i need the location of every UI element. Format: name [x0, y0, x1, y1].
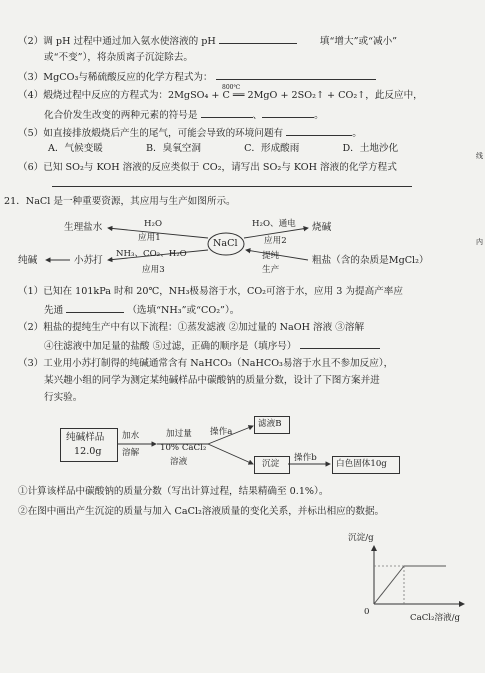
step-label: 溶解 [122, 448, 140, 458]
sub3-line3: 行实验。 [44, 392, 83, 403]
curve-rise [374, 566, 404, 604]
solid-label: 白色固体10g [336, 459, 387, 469]
product-label: 小苏打 [74, 255, 103, 266]
task-1: ①计算该样品中碳酸钠的质量分数（写出计算过程，结果精确至 0.1%）。 [18, 486, 329, 497]
nacl-node: NaCl [213, 238, 238, 249]
filtrate-label: 滤液B [258, 419, 282, 429]
reagent-label: NH₃、CO₂、H₂O [116, 249, 187, 259]
q5-options: A．气候变暖 B．臭氧空洞 C．形成酸雨 D．土地沙化 [48, 143, 399, 154]
application-label: 应用1 [138, 233, 161, 243]
product-label: 生理盐水 [64, 222, 103, 233]
q21-title: 21．NaCl 是一种重要资源，其应用与生产如图所示。 [4, 196, 236, 207]
step-label: 加水 [122, 431, 140, 441]
graph-origin: 0 [364, 607, 370, 617]
sub1-line1: （1）已知在 101kPa 时和 20℃，NH₃极易溶于水，CO₂可溶于水，应用 3 为提高产率应 [18, 286, 403, 297]
graph-x-label: CaCl₂溶液/g [410, 613, 461, 623]
sub2-line2: ④往滤液中加足量的盐酸 ⑤过滤，正确的顺序是（填序号） [44, 339, 380, 353]
sub3-line1: （3）工业用小苏打制得的纯碱通常含有 NaHCO₃（NaHCO₃易溶于水且不参加反应）， [18, 358, 394, 369]
operation-label: 操作b [294, 453, 317, 463]
process-label: 提纯 [262, 251, 280, 261]
application-label: 应用3 [142, 265, 165, 275]
graph-y-label: 沉淀/g [348, 533, 374, 543]
sample-mass: 12.0g [74, 446, 102, 457]
reagent-label: H₂O、通电 [252, 219, 296, 229]
q3-line: （3）MgCO₃与稀硫酸反应的化学方程式为： [18, 70, 376, 84]
q4-line2: 化合价发生改变的两种元素的符号是 、 。 [44, 110, 324, 121]
step-label: 10% CaCl₂ [160, 443, 207, 453]
reagent-label: H₂O [144, 219, 162, 229]
application-label: 应用2 [264, 236, 287, 246]
product-label: 烧碱 [312, 222, 332, 233]
sub3-line2: 某兴趣小组的同学为测定某纯碱样品中碳酸钠的质量分数，设计了下图方案并进 [44, 375, 380, 386]
precipitate-label: 沉淀 [262, 459, 280, 469]
reaction-condition: 800℃ [222, 84, 241, 91]
sub1-line2: 先通 （选填“NH₃”或“CO₂”）。 [44, 305, 240, 316]
raw-material-label: 粗盐（含的杂质是MgCl₂） [312, 255, 429, 266]
task-2: ②在图中画出产生沉淀的质量与加入 CaCl₂溶液质量的变化关系，并标出相应的数据。 [18, 506, 385, 517]
q5-line: （5）如直接排放煅烧后产生的尾气，可能会导致的环境问题有 。 [18, 128, 362, 139]
step-label: 溶液 [170, 457, 188, 467]
step-label: 加过量 [166, 429, 192, 439]
q4-line1: （4）煅烧过程中反应的方程式为：2MgSO₄ + C ══ 2MgO + 2SO₂↑ + CO₂↑，此反应中， [18, 90, 423, 101]
margin-mark: 内 [476, 238, 483, 246]
q6-line: （6）已知 SO₂与 KOH 溶液的反应类似于 CO₂，请写出 SO₂与 KOH 溶液的化学方程式 [18, 162, 397, 173]
q2-line2: 或“不变”），将杂质离子沉淀除去。 [44, 52, 193, 63]
margin-mark: 线 [476, 152, 483, 160]
process-label: 生产 [262, 265, 280, 275]
operation-label: 操作a [210, 427, 233, 437]
q2-line1: （2）调 pH 过程中通过加入氨水使溶液的 pH 填“增大”或“减小” [18, 36, 398, 47]
sub2-line1: （2）粗盐的提纯生产中有以下流程：①蒸发滤液 ②加过量的 NaOH 溶液 ③溶解 [18, 322, 365, 333]
sample-label: 纯碱样品 [66, 432, 105, 443]
product-label: 纯碱 [18, 255, 38, 266]
